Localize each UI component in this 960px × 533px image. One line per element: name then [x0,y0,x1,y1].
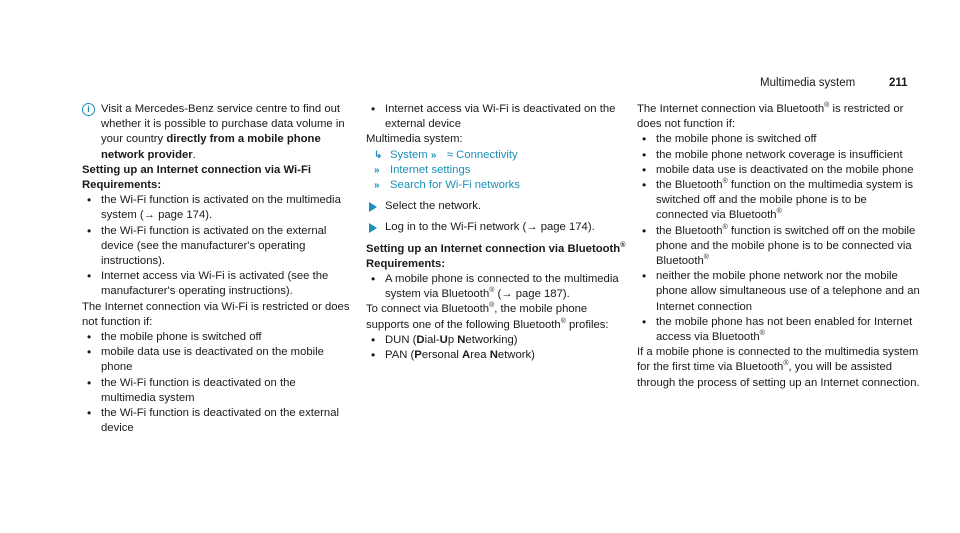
list-item: • the mobile phone network coverage is insufficient [637,148,920,163]
section-title: Multimedia system [760,77,856,89]
menu-path-connectivity: Connectivity [456,148,518,161]
list-item: • the mobile phone has not been enabled for Internet access via Bluetooth® [637,315,920,345]
step-item: Select the network. [366,199,628,214]
return-arrow-icon: ↳ [374,149,383,161]
column-3 [637,102,920,391]
list-item: • mobile data use is deactivated on the mobile phone [82,345,352,375]
section-heading: Setting up an Internet connection via Wi-Fi [82,163,311,176]
requirements-label: Requirements: [82,179,162,192]
restriction-list [637,132,920,345]
list-item: • Internet access via Wi-Fi is activated (see the manufacturer's operating instructions). [82,269,352,299]
list-item: • PAN (Personal Area Network) [366,348,628,363]
list-item: • Internet access via Wi-Fi is deactivated on the external device [366,102,628,132]
list-item: • the Wi-Fi function is activated on the multimedia system (→ page 174). [82,193,352,223]
requirements-label: Requirements: [366,257,446,270]
menu-path-internet-settings: Internet settings [390,163,471,176]
list-item: • the Wi-Fi function is activated on the external device (see the manufacturer's operating instructions). [82,224,352,270]
list-item: • the Bluetooth® function is switched off on the mobile phone and the mobile phone is to be connected via Bluetooth® [637,224,920,270]
multimedia-system-label: Multimedia system: [366,133,463,146]
menu-path [366,148,628,194]
info-note: i Visit a Mercedes-Benz service centre to find out whether it is possible to purchase data volume in your country directly from a mobile phone network provider. [82,102,352,163]
list-item: • the Wi-Fi function is deactivated on the multimedia system [82,376,352,406]
chevron-right-icon: » [374,164,380,176]
column-2 [366,102,628,363]
restriction-intro: The Internet connection via Bluetooth® is restricted or does not function if: [637,102,904,131]
closing-paragraph: If a mobile phone is connected to the multimedia system for the first time via Bluetooth®, you will be assisted through the process of setting up an Internet connection. [637,346,920,389]
page-number: 211 [889,77,908,89]
list-item: • the mobile phone is switched off [82,330,352,345]
profiles-list [366,333,628,363]
chevron-right-icon: » [374,180,380,192]
column-1 [82,102,352,436]
menu-path-system: System [390,148,428,161]
step-item: Log in to the Wi-Fi network (→ page 174). [366,220,628,235]
step-arrow-icon [369,202,377,212]
info-icon: i [82,103,95,116]
restriction-list [82,330,352,436]
list-item: • mobile data use is deactivated on the mobile phone [637,163,920,178]
profiles-intro: To connect via Bluetooth®, the mobile phone supports one of the following Bluetooth® profiles: [366,302,609,331]
list-item: • the Bluetooth® function on the multimedia system is switched off and the mobile phone is to be connected via Bluetooth® [637,178,920,224]
step-arrow-icon [369,223,377,233]
menu-path-search-wifi: Search for Wi-Fi networks [390,179,520,192]
section-heading: Setting up an Internet connection via Bluetooth® [366,241,626,255]
list-item: • DUN (Dial-Up Networking) [366,333,628,348]
restriction-intro: The Internet connection via Wi-Fi is restricted or does not function if: [82,300,350,328]
list-item: • A mobile phone is connected to the multimedia system via Bluetooth® (→ page 187). [366,272,628,302]
requirements-list [82,193,352,299]
wifi-icon: ≈ [446,148,457,161]
list-item: • the Wi-Fi function is deactivated on the external device [82,406,352,436]
list-item: • the mobile phone is switched off [637,132,920,147]
list-item: • neither the mobile phone network nor the mobile phone allow simultaneous use of a telephone and an Internet connection [637,269,920,315]
chevron-right-icon: » [430,149,437,161]
